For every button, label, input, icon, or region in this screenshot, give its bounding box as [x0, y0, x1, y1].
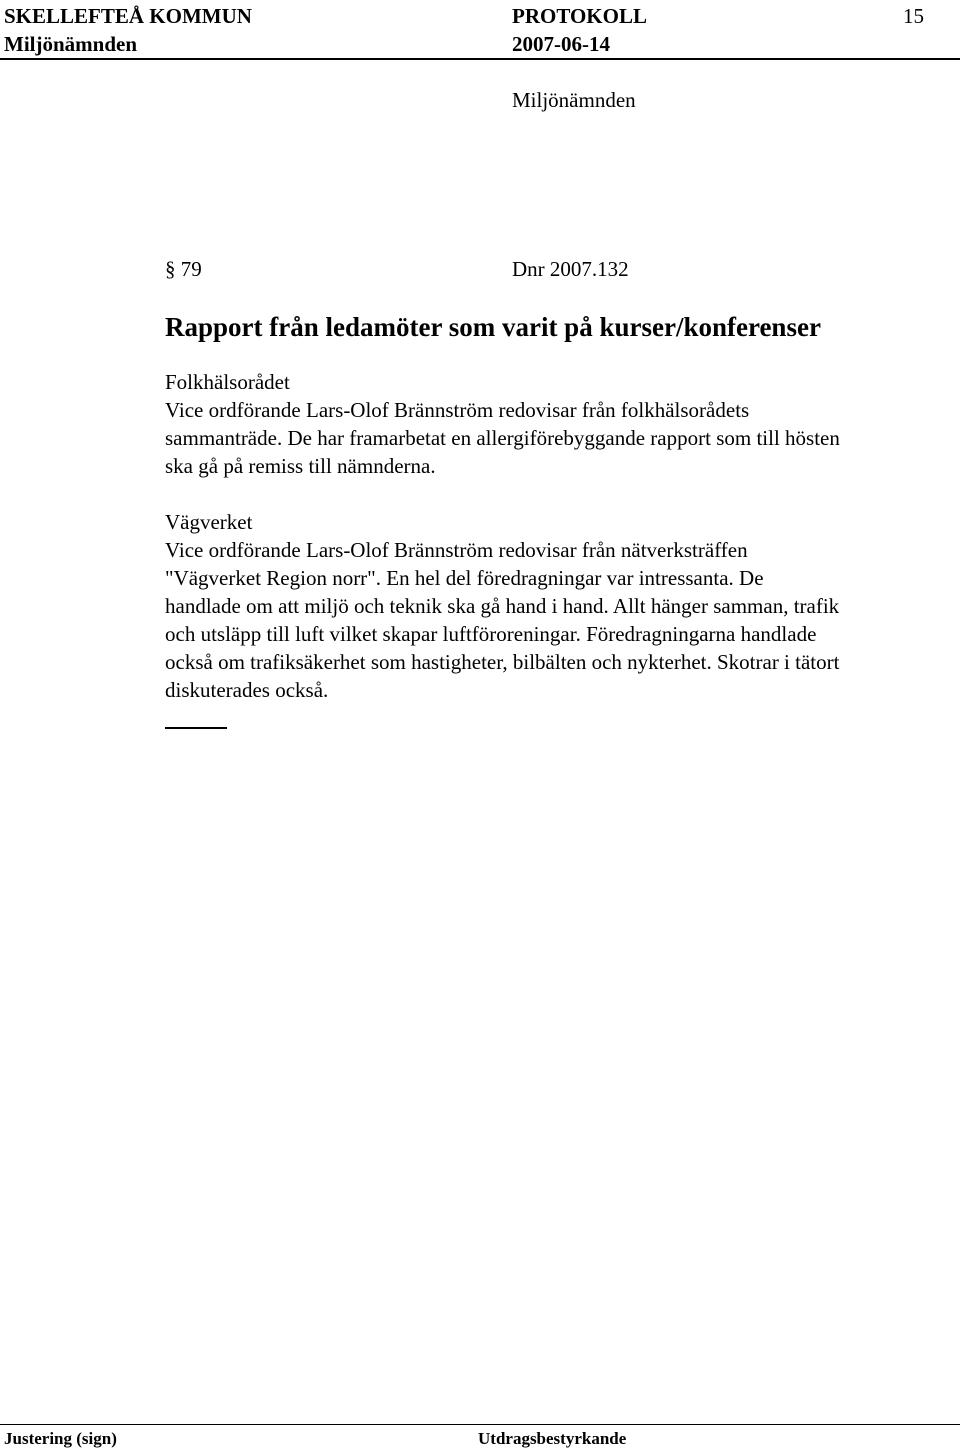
paragraph-symbol: § [165, 257, 176, 281]
section-title: Rapport från ledamöter som varit på kurser/konferenser [165, 312, 821, 342]
paragraph-line: handlade om att miljö och teknik ska gå hand i hand. Allt hänger samman, trafik [165, 594, 840, 618]
paragraph-heading: Folkhälsorådet [165, 370, 290, 394]
paragraph-line: sammanträde. De har framarbetat en allergiförebyggande rapport som till hösten [165, 426, 840, 450]
paragraph-folkhalsoradet [165, 368, 955, 480]
paragraph-vagverket [165, 508, 955, 704]
paragraph-line: "Vägverket Region norr". En hel del föredragningar var intressanta. De [165, 566, 764, 590]
header-committee: Miljönämnden [4, 32, 138, 56]
diary-number: Dnr 2007.132 [512, 257, 629, 281]
document-type: PROTOKOLL [512, 4, 647, 28]
section-end-rule [165, 727, 227, 729]
footer-justering: Justering (sign) [4, 1429, 117, 1448]
paragraph-line: Vice ordförande Lars-Olof Brännström redovisar från folkhälsorådets [165, 398, 750, 422]
section-number: 79 [180, 257, 202, 281]
header-date: 2007-06-14 [512, 32, 610, 56]
footer-rule [0, 1424, 960, 1425]
paragraph-line: diskuterades också. [165, 678, 329, 702]
page-number: 15 [903, 4, 924, 28]
paragraph-line: ska gå på remiss till nämnderna. [165, 454, 436, 478]
paragraph-line: och utsläpp till luft vilket skapar luftföroreningar. Föredragningarna handlade [165, 622, 817, 646]
section-number-line [165, 255, 202, 283]
paragraph-line: också om trafiksäkerhet som hastigheter, bilbälten och nykterhet. Skotrar i tätort [165, 650, 840, 674]
municipality-name: SKELLEFTEÅ KOMMUN [4, 4, 252, 28]
paragraph-heading: Vägverket [165, 510, 253, 534]
header-rule [0, 58, 960, 60]
paragraph-line: Vice ordförande Lars-Olof Brännström redovisar från nätverksträffen [165, 538, 748, 562]
committee-heading: Miljönämnden [512, 88, 636, 112]
footer-utdragsbestyrkande: Utdragsbestyrkande [478, 1429, 627, 1448]
